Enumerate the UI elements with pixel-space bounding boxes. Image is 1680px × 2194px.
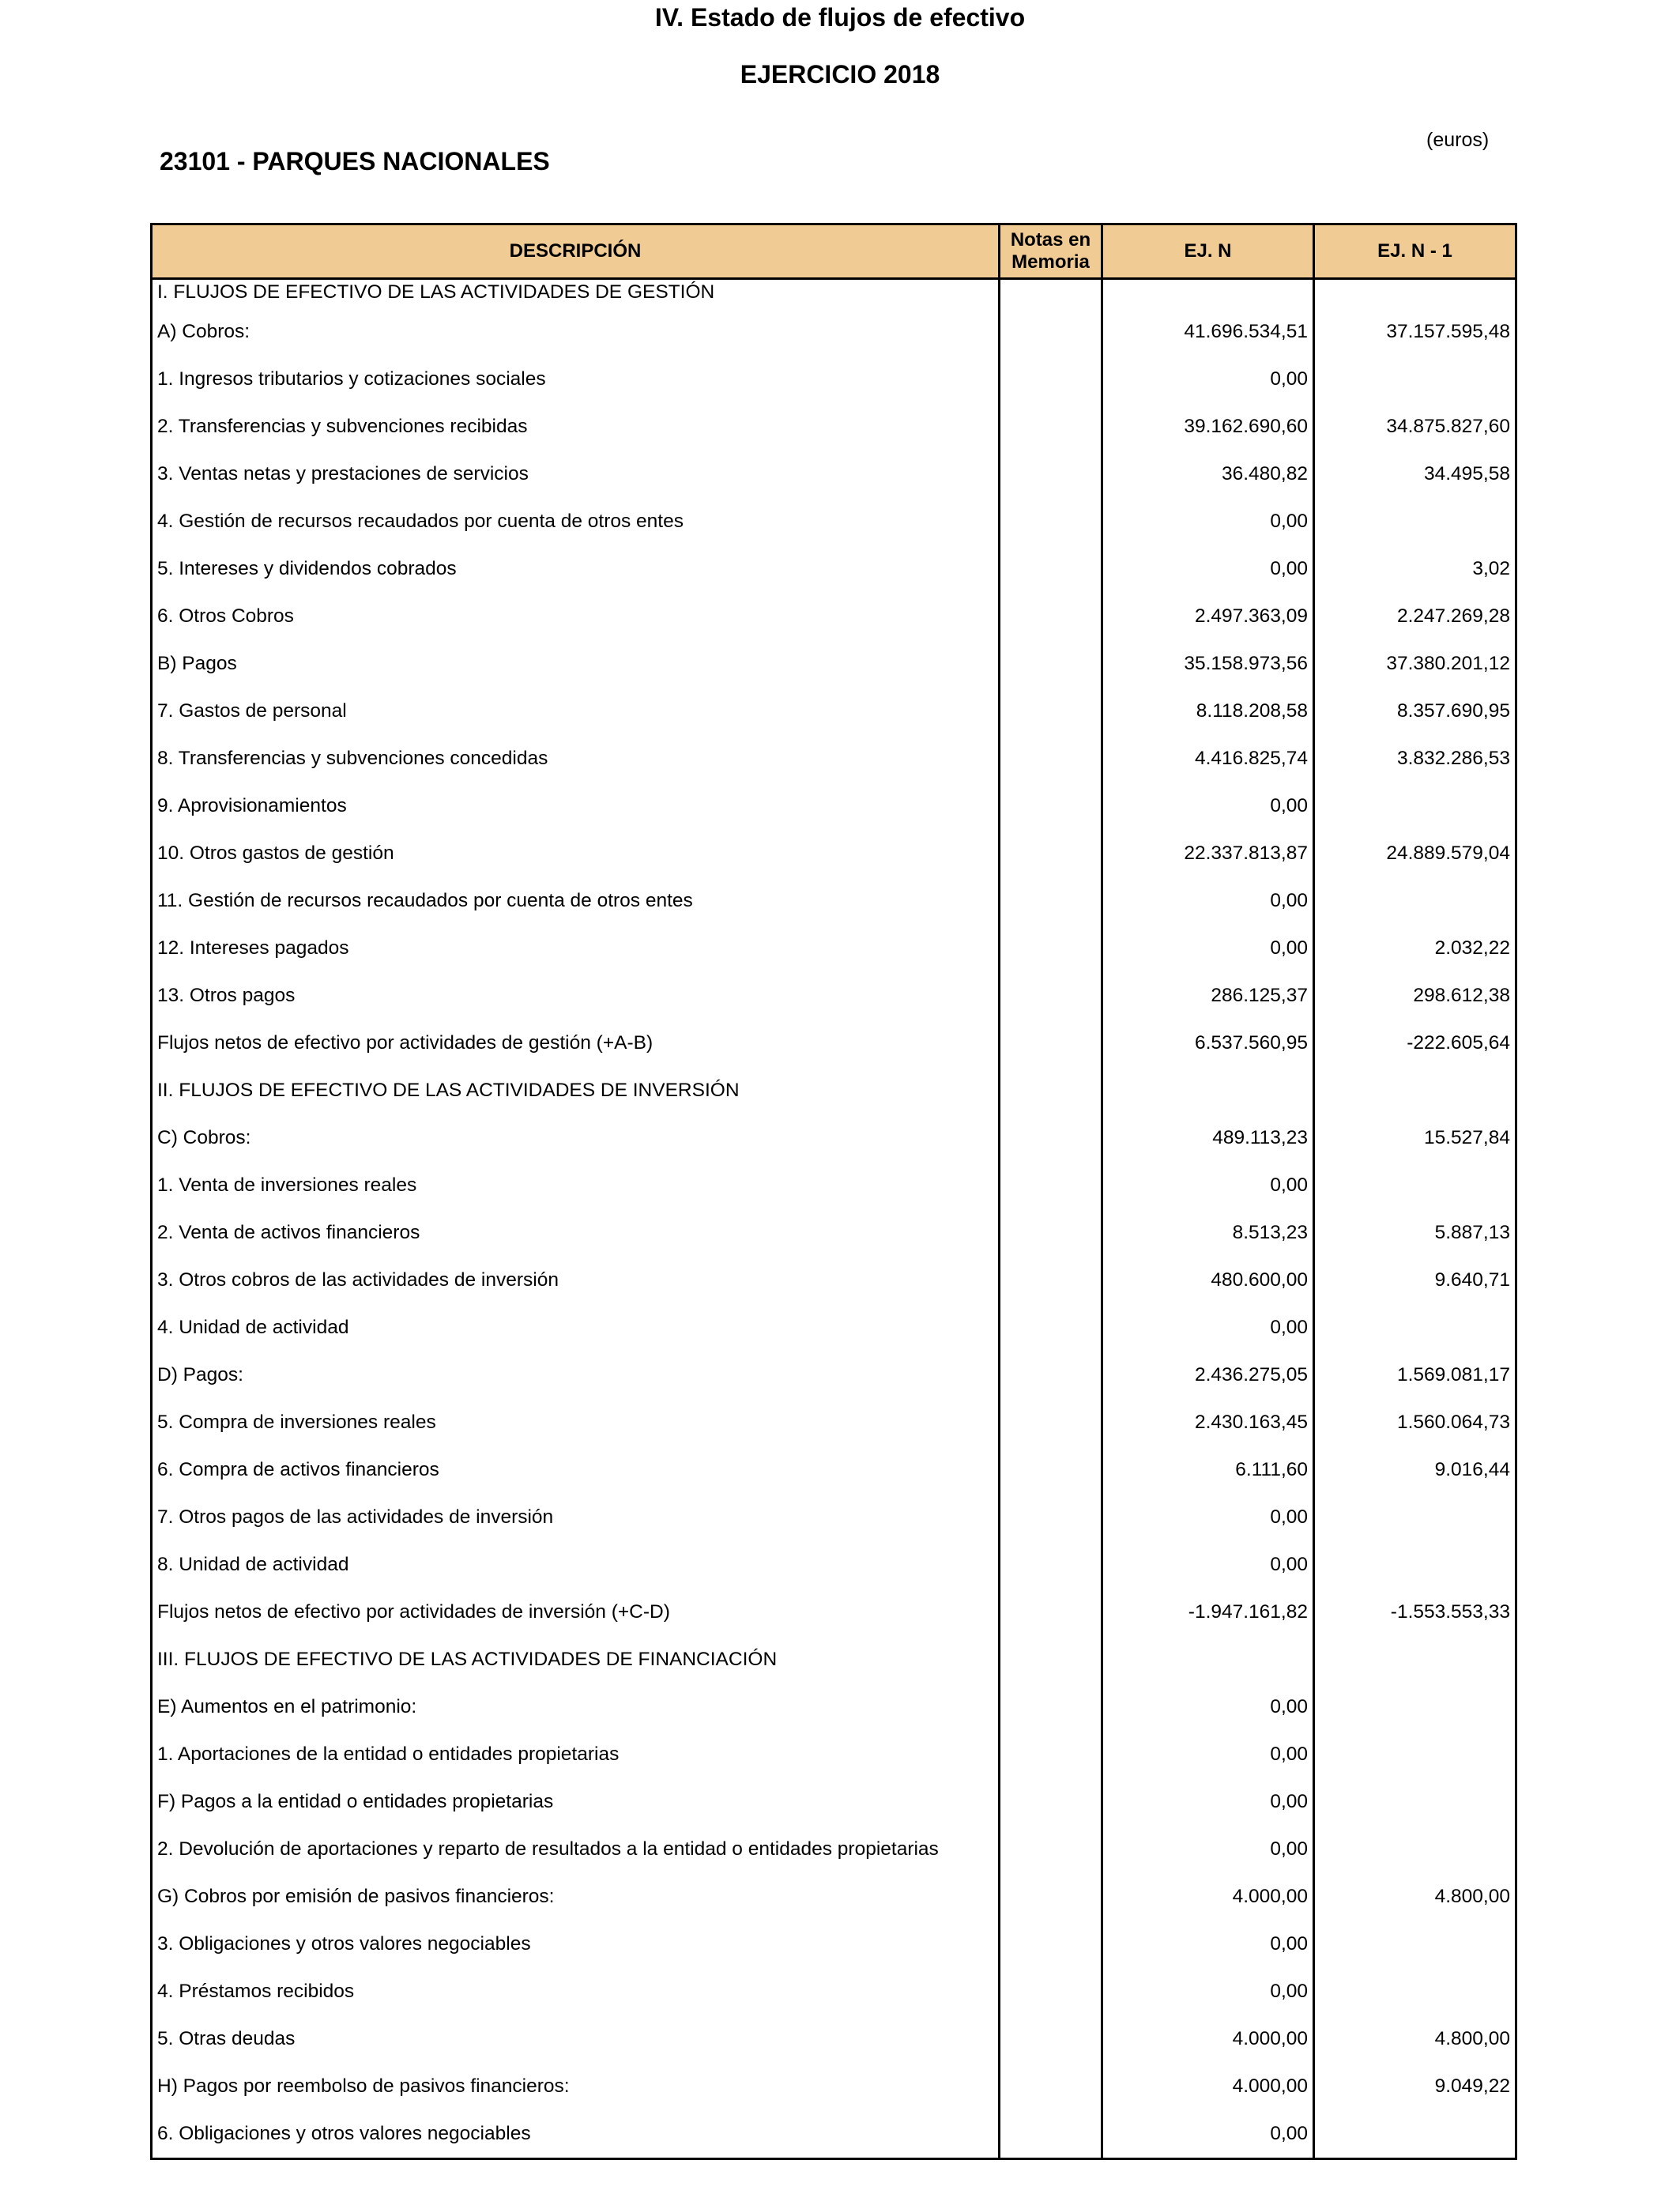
row-notes bbox=[1000, 1683, 1102, 1731]
row-description: 8. Transferencias y subvenciones concedidas bbox=[152, 735, 1000, 782]
row-value-ej-n1 bbox=[1314, 1494, 1516, 1541]
row-notes bbox=[1000, 2015, 1102, 2063]
row-description: Flujos netos de efectivo por actividades de gestión (+A-B) bbox=[152, 1020, 1000, 1067]
row-description: 5. Compra de inversiones reales bbox=[152, 1399, 1000, 1446]
row-value-ej-n bbox=[1102, 1067, 1314, 1114]
table-row bbox=[152, 1636, 1516, 1683]
entity-name: 23101 - PARQUES NACIONALES bbox=[160, 147, 550, 175]
row-value-ej-n: 8.513,23 bbox=[1102, 1209, 1314, 1257]
table-row bbox=[152, 1873, 1516, 1921]
table-row bbox=[152, 1778, 1516, 1826]
row-description: 7. Otros pagos de las actividades de inversión bbox=[152, 1494, 1000, 1541]
row-value-ej-n1 bbox=[1314, 498, 1516, 545]
row-notes bbox=[1000, 1541, 1102, 1589]
row-description: 3. Ventas netas y prestaciones de servicios bbox=[152, 450, 1000, 498]
row-value-ej-n1 bbox=[1314, 1067, 1516, 1114]
row-value-ej-n: 0,00 bbox=[1102, 1921, 1314, 1968]
table-row bbox=[152, 1067, 1516, 1114]
table-row bbox=[152, 593, 1516, 640]
row-notes bbox=[1000, 830, 1102, 877]
column-header-ej-n: EJ. N bbox=[1102, 224, 1314, 279]
row-description: 4. Unidad de actividad bbox=[152, 1304, 1000, 1351]
row-description: 7. Gastos de personal bbox=[152, 688, 1000, 735]
row-value-ej-n: 286.125,37 bbox=[1102, 972, 1314, 1020]
row-description: A) Cobros: bbox=[152, 308, 1000, 356]
row-description: 1. Aportaciones de la entidad o entidades propietarias bbox=[152, 1731, 1000, 1778]
row-description: 1. Ingresos tributarios y cotizaciones sociales bbox=[152, 356, 1000, 403]
row-value-ej-n: 489.113,23 bbox=[1102, 1114, 1314, 1162]
row-value-ej-n: 0,00 bbox=[1102, 1494, 1314, 1541]
row-value-ej-n: 39.162.690,60 bbox=[1102, 403, 1314, 450]
row-notes bbox=[1000, 593, 1102, 640]
row-notes bbox=[1000, 877, 1102, 925]
row-description: D) Pagos: bbox=[152, 1351, 1000, 1399]
row-notes bbox=[1000, 1494, 1102, 1541]
row-notes bbox=[1000, 782, 1102, 830]
row-notes bbox=[1000, 403, 1102, 450]
table-row bbox=[152, 1114, 1516, 1162]
row-value-ej-n: 4.416.825,74 bbox=[1102, 735, 1314, 782]
row-value-ej-n1 bbox=[1314, 1304, 1516, 1351]
row-description: 2. Devolución de aportaciones y reparto de resultados a la entidad o entidades propietarias bbox=[152, 1826, 1000, 1873]
row-value-ej-n: 0,00 bbox=[1102, 1304, 1314, 1351]
row-value-ej-n1 bbox=[1314, 877, 1516, 925]
row-notes bbox=[1000, 1636, 1102, 1683]
row-value-ej-n: -1.947.161,82 bbox=[1102, 1589, 1314, 1636]
row-value-ej-n: 2.436.275,05 bbox=[1102, 1351, 1314, 1399]
table-row bbox=[152, 1446, 1516, 1494]
table-row bbox=[152, 1494, 1516, 1541]
row-value-ej-n1: 1.569.081,17 bbox=[1314, 1351, 1516, 1399]
row-notes bbox=[1000, 1921, 1102, 1968]
table-row bbox=[152, 403, 1516, 450]
table-row bbox=[152, 688, 1516, 735]
row-value-ej-n1 bbox=[1314, 1921, 1516, 1968]
row-notes bbox=[1000, 1826, 1102, 1873]
row-value-ej-n: 41.696.534,51 bbox=[1102, 308, 1314, 356]
row-value-ej-n1: -1.553.553,33 bbox=[1314, 1589, 1516, 1636]
row-notes bbox=[1000, 1020, 1102, 1067]
row-description: 6. Otros Cobros bbox=[152, 593, 1000, 640]
row-value-ej-n1 bbox=[1314, 1541, 1516, 1589]
row-value-ej-n1 bbox=[1314, 2110, 1516, 2159]
row-value-ej-n1: 9.640,71 bbox=[1314, 1257, 1516, 1304]
row-notes bbox=[1000, 1351, 1102, 1399]
row-notes bbox=[1000, 450, 1102, 498]
row-value-ej-n1: 4.800,00 bbox=[1314, 2015, 1516, 2063]
row-value-ej-n: 6.111,60 bbox=[1102, 1446, 1314, 1494]
row-value-ej-n1: 24.889.579,04 bbox=[1314, 830, 1516, 877]
row-value-ej-n1 bbox=[1314, 1826, 1516, 1873]
row-value-ej-n1 bbox=[1314, 1731, 1516, 1778]
row-value-ej-n1 bbox=[1314, 782, 1516, 830]
row-value-ej-n: 0,00 bbox=[1102, 1778, 1314, 1826]
row-value-ej-n1: 5.887,13 bbox=[1314, 1209, 1516, 1257]
row-value-ej-n1: 3,02 bbox=[1314, 545, 1516, 593]
row-description: 10. Otros gastos de gestión bbox=[152, 830, 1000, 877]
row-value-ej-n1: 9.049,22 bbox=[1314, 2063, 1516, 2110]
table-row bbox=[152, 1683, 1516, 1731]
row-value-ej-n: 4.000,00 bbox=[1102, 2015, 1314, 2063]
row-notes bbox=[1000, 1257, 1102, 1304]
table-row bbox=[152, 1209, 1516, 1257]
table-row bbox=[152, 830, 1516, 877]
row-value-ej-n: 0,00 bbox=[1102, 1162, 1314, 1209]
row-description: 8. Unidad de actividad bbox=[152, 1541, 1000, 1589]
table-row bbox=[152, 1968, 1516, 2015]
table-row bbox=[152, 1541, 1516, 1589]
table-row bbox=[152, 498, 1516, 545]
column-header-descripcion: DESCRIPCIÓN bbox=[152, 224, 1000, 279]
row-description: 2. Venta de activos financieros bbox=[152, 1209, 1000, 1257]
row-description: 6. Compra de activos financieros bbox=[152, 1446, 1000, 1494]
row-notes bbox=[1000, 925, 1102, 972]
cash-flow-table bbox=[150, 223, 1517, 2160]
row-description: E) Aumentos en el patrimonio: bbox=[152, 1683, 1000, 1731]
table-row bbox=[152, 2110, 1516, 2159]
table-row bbox=[152, 308, 1516, 356]
row-value-ej-n1 bbox=[1314, 1778, 1516, 1826]
row-description: C) Cobros: bbox=[152, 1114, 1000, 1162]
row-value-ej-n: 0,00 bbox=[1102, 782, 1314, 830]
table-row bbox=[152, 1020, 1516, 1067]
row-value-ej-n1: 37.380.201,12 bbox=[1314, 640, 1516, 688]
row-notes bbox=[1000, 688, 1102, 735]
row-value-ej-n: 22.337.813,87 bbox=[1102, 830, 1314, 877]
table-row bbox=[152, 972, 1516, 1020]
row-notes bbox=[1000, 1162, 1102, 1209]
row-description: 9. Aprovisionamientos bbox=[152, 782, 1000, 830]
row-value-ej-n1 bbox=[1314, 1683, 1516, 1731]
row-notes bbox=[1000, 1446, 1102, 1494]
row-value-ej-n: 0,00 bbox=[1102, 498, 1314, 545]
row-value-ej-n: 0,00 bbox=[1102, 1826, 1314, 1873]
row-value-ej-n: 0,00 bbox=[1102, 2110, 1314, 2159]
row-value-ej-n: 0,00 bbox=[1102, 356, 1314, 403]
row-value-ej-n: 8.118.208,58 bbox=[1102, 688, 1314, 735]
document-title: IV. Estado de flujos de efectivo bbox=[654, 3, 1026, 32]
table-row bbox=[152, 1351, 1516, 1399]
row-notes bbox=[1000, 640, 1102, 688]
row-notes bbox=[1000, 498, 1102, 545]
row-description: I. FLUJOS DE EFECTIVO DE LAS ACTIVIDADES DE GESTIÓN bbox=[152, 279, 1000, 309]
row-value-ej-n: 2.430.163,45 bbox=[1102, 1399, 1314, 1446]
table-row bbox=[152, 279, 1516, 309]
row-value-ej-n bbox=[1102, 1636, 1314, 1683]
table-row bbox=[152, 877, 1516, 925]
table-row bbox=[152, 545, 1516, 593]
table-row bbox=[152, 1399, 1516, 1446]
row-value-ej-n1: -222.605,64 bbox=[1314, 1020, 1516, 1067]
row-notes bbox=[1000, 1114, 1102, 1162]
row-value-ej-n1 bbox=[1314, 356, 1516, 403]
row-value-ej-n: 36.480,82 bbox=[1102, 450, 1314, 498]
row-description: 5. Intereses y dividendos cobrados bbox=[152, 545, 1000, 593]
table-row bbox=[152, 356, 1516, 403]
row-description: G) Cobros por emisión de pasivos financieros: bbox=[152, 1873, 1000, 1921]
table-row bbox=[152, 2015, 1516, 2063]
table-row bbox=[152, 450, 1516, 498]
row-value-ej-n1: 8.357.690,95 bbox=[1314, 688, 1516, 735]
row-value-ej-n1: 2.247.269,28 bbox=[1314, 593, 1516, 640]
row-value-ej-n1: 2.032,22 bbox=[1314, 925, 1516, 972]
row-notes bbox=[1000, 1968, 1102, 2015]
row-description: 11. Gestión de recursos recaudados por cuenta de otros entes bbox=[152, 877, 1000, 925]
row-value-ej-n: 6.537.560,95 bbox=[1102, 1020, 1314, 1067]
table-row bbox=[152, 1826, 1516, 1873]
row-value-ej-n: 480.600,00 bbox=[1102, 1257, 1314, 1304]
table-body bbox=[152, 279, 1516, 2159]
row-description: Flujos netos de efectivo por actividades de inversión (+C-D) bbox=[152, 1589, 1000, 1636]
column-header-ej-n1: EJ. N - 1 bbox=[1314, 224, 1516, 279]
row-value-ej-n1: 1.560.064,73 bbox=[1314, 1399, 1516, 1446]
row-value-ej-n1: 15.527,84 bbox=[1314, 1114, 1516, 1162]
row-notes bbox=[1000, 972, 1102, 1020]
row-value-ej-n1: 34.875.827,60 bbox=[1314, 403, 1516, 450]
row-notes bbox=[1000, 1304, 1102, 1351]
row-value-ej-n1: 34.495,58 bbox=[1314, 450, 1516, 498]
row-description: II. FLUJOS DE EFECTIVO DE LAS ACTIVIDADES DE INVERSIÓN bbox=[152, 1067, 1000, 1114]
row-notes bbox=[1000, 1067, 1102, 1114]
table-row bbox=[152, 1257, 1516, 1304]
row-description: 6. Obligaciones y otros valores negociables bbox=[152, 2110, 1000, 2159]
column-header-notas: Notas en Memoria bbox=[1000, 224, 1102, 279]
row-value-ej-n: 4.000,00 bbox=[1102, 1873, 1314, 1921]
table-row bbox=[152, 735, 1516, 782]
row-value-ej-n1: 3.832.286,53 bbox=[1314, 735, 1516, 782]
row-description: 1. Venta de inversiones reales bbox=[152, 1162, 1000, 1209]
row-notes bbox=[1000, 1873, 1102, 1921]
row-value-ej-n: 0,00 bbox=[1102, 1541, 1314, 1589]
row-description: 4. Gestión de recursos recaudados por cuenta de otros entes bbox=[152, 498, 1000, 545]
table-row bbox=[152, 1921, 1516, 1968]
row-notes bbox=[1000, 279, 1102, 309]
row-value-ej-n: 0,00 bbox=[1102, 925, 1314, 972]
row-value-ej-n1: 9.016,44 bbox=[1314, 1446, 1516, 1494]
row-notes bbox=[1000, 1209, 1102, 1257]
row-notes bbox=[1000, 1589, 1102, 1636]
row-description: 3. Otros cobros de las actividades de inversión bbox=[152, 1257, 1000, 1304]
row-value-ej-n: 0,00 bbox=[1102, 545, 1314, 593]
table-row bbox=[152, 2063, 1516, 2110]
row-description: III. FLUJOS DE EFECTIVO DE LAS ACTIVIDADES DE FINANCIACIÓN bbox=[152, 1636, 1000, 1683]
row-notes bbox=[1000, 356, 1102, 403]
row-value-ej-n1: 4.800,00 bbox=[1314, 1873, 1516, 1921]
row-notes bbox=[1000, 2110, 1102, 2159]
row-value-ej-n1 bbox=[1314, 279, 1516, 309]
row-notes bbox=[1000, 1778, 1102, 1826]
table-row bbox=[152, 1304, 1516, 1351]
row-notes bbox=[1000, 1399, 1102, 1446]
row-notes bbox=[1000, 735, 1102, 782]
fiscal-year-subtitle: EJERCICIO 2018 bbox=[740, 60, 940, 89]
row-value-ej-n1: 298.612,38 bbox=[1314, 972, 1516, 1020]
currency-units: (euros) bbox=[1426, 129, 1490, 151]
row-description: 3. Obligaciones y otros valores negociables bbox=[152, 1921, 1000, 1968]
row-value-ej-n1: 37.157.595,48 bbox=[1314, 308, 1516, 356]
table-row bbox=[152, 782, 1516, 830]
row-description: B) Pagos bbox=[152, 640, 1000, 688]
row-description: 12. Intereses pagados bbox=[152, 925, 1000, 972]
row-notes bbox=[1000, 1731, 1102, 1778]
row-description: F) Pagos a la entidad o entidades propietarias bbox=[152, 1778, 1000, 1826]
row-value-ej-n: 0,00 bbox=[1102, 877, 1314, 925]
table-header-row bbox=[152, 224, 1516, 279]
row-description: H) Pagos por reembolso de pasivos financieros: bbox=[152, 2063, 1000, 2110]
row-description: 5. Otras deudas bbox=[152, 2015, 1000, 2063]
row-description: 2. Transferencias y subvenciones recibidas bbox=[152, 403, 1000, 450]
table-row bbox=[152, 1589, 1516, 1636]
row-description: 4. Préstamos recibidos bbox=[152, 1968, 1000, 2015]
table-row bbox=[152, 925, 1516, 972]
row-value-ej-n: 0,00 bbox=[1102, 1683, 1314, 1731]
table-row bbox=[152, 1731, 1516, 1778]
row-value-ej-n: 0,00 bbox=[1102, 1968, 1314, 2015]
row-description: 13. Otros pagos bbox=[152, 972, 1000, 1020]
row-value-ej-n1 bbox=[1314, 1968, 1516, 2015]
row-value-ej-n bbox=[1102, 279, 1314, 309]
table-row bbox=[152, 640, 1516, 688]
table-row bbox=[152, 1162, 1516, 1209]
row-value-ej-n: 35.158.973,56 bbox=[1102, 640, 1314, 688]
row-notes bbox=[1000, 2063, 1102, 2110]
row-value-ej-n1 bbox=[1314, 1636, 1516, 1683]
row-notes bbox=[1000, 308, 1102, 356]
row-value-ej-n1 bbox=[1314, 1162, 1516, 1209]
row-value-ej-n: 4.000,00 bbox=[1102, 2063, 1314, 2110]
row-value-ej-n: 2.497.363,09 bbox=[1102, 593, 1314, 640]
row-value-ej-n: 0,00 bbox=[1102, 1731, 1314, 1778]
row-notes bbox=[1000, 545, 1102, 593]
